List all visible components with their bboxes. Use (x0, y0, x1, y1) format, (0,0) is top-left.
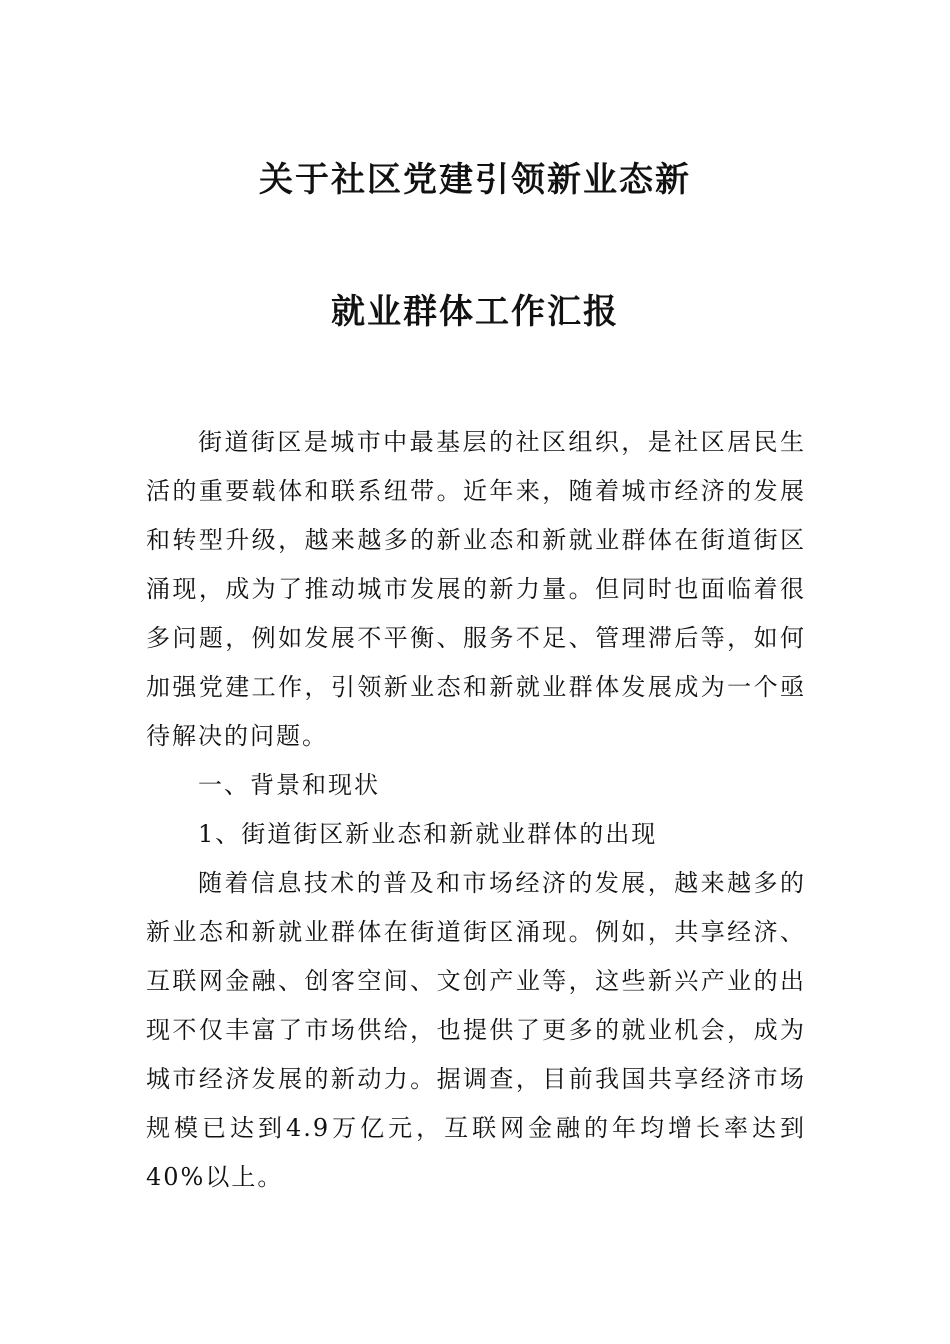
subsection-heading-emergence: 1、街道街区新业态和新就业群体的出现 (198, 820, 658, 848)
section-heading-background: 一、背景和现状 (198, 771, 380, 799)
document-body (146, 418, 806, 1202)
document-title-line-1: 关于社区党建引领新业态新 (259, 160, 691, 200)
document-title-line-2: 就业群体工作汇报 (331, 292, 619, 332)
intro-paragraph: 街道街区是城市中最基层的社区组织，是社区居民生活的重要载体和联系纽带。近年来，随着城市经济的发展和转型升级，越来越多的新业态和新就业群体在街道街区涌现，成为了推动城市发展的新力量。但同时也面临着很多问题，例如发展不平衡、服务不足、管理滞后等，如何加强党建工作，引领新业态和新就业群体发展成为一个亟待解决的问题。 (146, 428, 806, 750)
emergence-paragraph: 随着信息技术的普及和市场经济的发展，越来越多的新业态和新就业群体在街道街区涌现。例如，共享经济、互联网金融、创客空间、文创产业等，这些新兴产业的出现不仅丰富了市场供给，也提供了更多的就业机会，成为城市经济发展的新动力。据调查，目前我国共享经济市场规模已达到4.9万亿元，互联网金融的年均增长率达到40%以上。 (146, 869, 806, 1191)
